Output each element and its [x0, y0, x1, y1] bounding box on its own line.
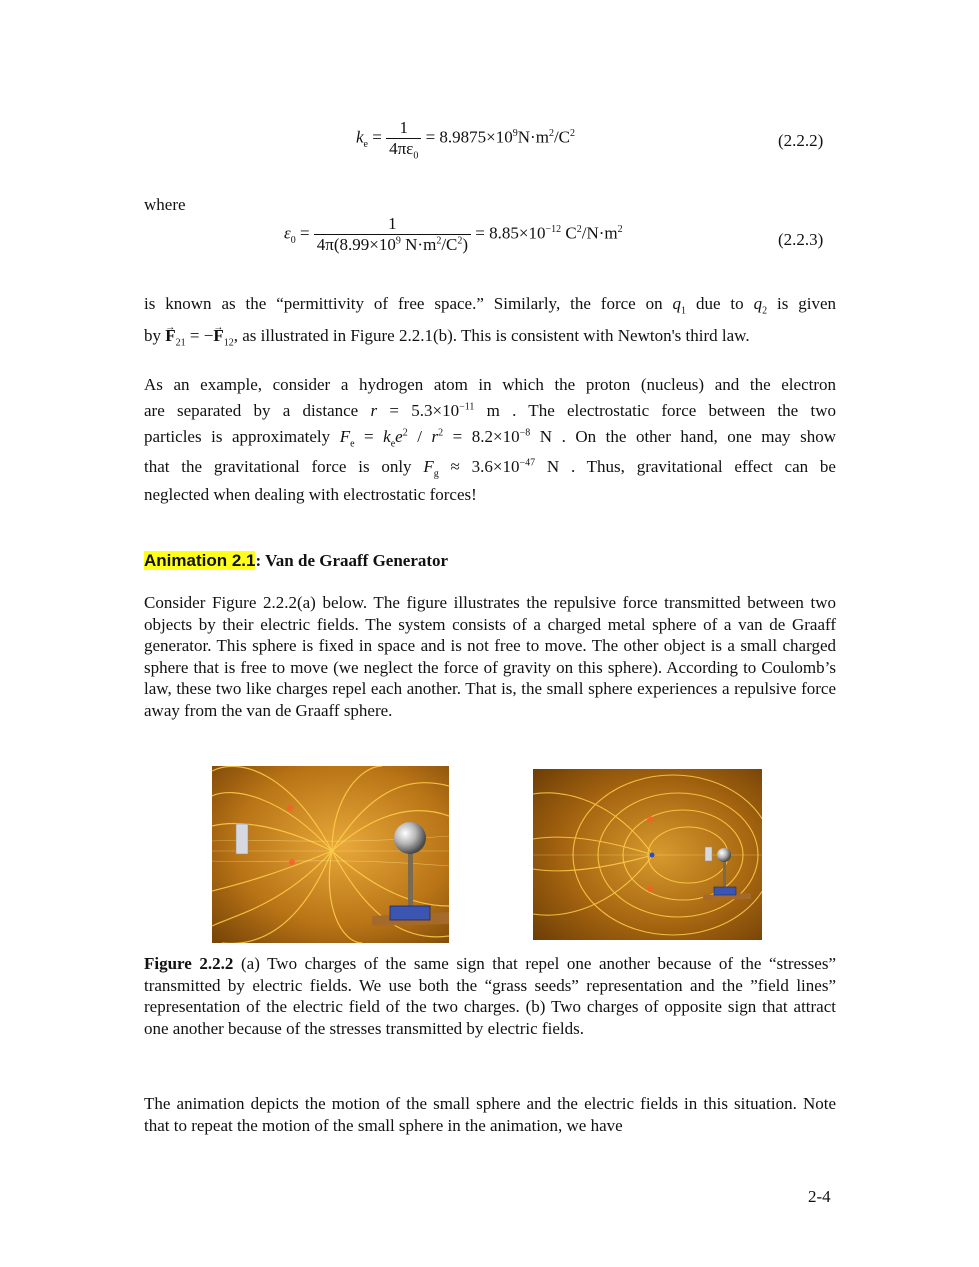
- paragraph-animation-depicts: The animation depicts the motion of the small sphere and the electric fields in this situation. Note that to repeat the motion of the small sphere in the animation, we have: [144, 1094, 836, 1135]
- numerator: 1: [388, 214, 397, 233]
- subscript: 2: [762, 305, 768, 317]
- line: [144, 454, 836, 480]
- symbol-k: k: [383, 427, 391, 446]
- line: [144, 323, 836, 349]
- subscript: e: [350, 438, 355, 450]
- text: =: [354, 427, 384, 446]
- den-text: 4πε: [389, 139, 414, 158]
- text: , as illustrated in Figure 2.2.1(b). This is consistent with Newton's third law.: [233, 326, 750, 345]
- symbol-e: e: [395, 427, 403, 446]
- equation-number: (2.2.2): [778, 131, 824, 150]
- animation-label[interactable]: Animation 2.1: [144, 551, 256, 570]
- equation-2-2-3: $\varepsilon_0$ = $\frac{1}{4\pi(8.99\times 10^9 N\cdot m^2/C^2)}$ = $8.85\times 10^{-12}$ $C^2/N\cdot m^2$: [284, 214, 623, 254]
- where-text: where: [144, 195, 186, 214]
- figure-a-repulsion-image: [212, 766, 449, 943]
- exponent: 2: [548, 127, 554, 139]
- symbol-F: F: [339, 427, 351, 446]
- exponent: 2: [570, 127, 575, 139]
- line: neglected when dealing with electrostatic forces!: [144, 485, 477, 504]
- text: is known as the “permittivity of free space.” Similarly, the force on: [144, 294, 673, 313]
- text: that the gravitational force is only: [144, 457, 424, 476]
- subscript: 1: [681, 305, 687, 317]
- den-part: N·m: [400, 235, 437, 254]
- units: N·m: [517, 127, 549, 147]
- text: = 5.3×10: [377, 401, 460, 420]
- text: = −: [185, 326, 214, 345]
- exponent: 2: [438, 427, 444, 439]
- vector-F: → F: [165, 326, 175, 345]
- subscript: e: [363, 138, 368, 150]
- value: = 8.9875×10: [425, 127, 513, 147]
- caption-text: (a) Two charges of the same sign that repel one another because of the “stresses” transmitted by electric fields. We use both the “grass seeds” representation and the ”field lines” representation of the electric field of the two charges. (b) Two charges of opposite sign that attract one another because of the stresses transmitted by electric fields.: [144, 954, 836, 1038]
- symbol-epsilon: ε: [284, 223, 291, 243]
- text: particles is approximately: [144, 427, 340, 446]
- figure-label: Figure 2.2.2: [144, 954, 234, 973]
- text: is given: [767, 294, 836, 313]
- text: are separated by a distance: [144, 401, 371, 420]
- units: /C: [553, 127, 570, 147]
- paragraph-hydrogen-example: [144, 372, 836, 508]
- exponent: −8: [519, 427, 531, 439]
- symbol-q: q: [753, 294, 763, 313]
- subscript: 0: [413, 150, 419, 162]
- text: N . Thus, gravitational effect can be: [535, 457, 836, 476]
- text: = 8.2×10: [443, 427, 520, 446]
- fraction: [386, 118, 421, 162]
- denominator: [314, 234, 471, 255]
- equation-number: (2.2.3): [778, 230, 824, 249]
- subscript: 0: [290, 234, 296, 246]
- paragraph-permittivity: [144, 291, 836, 349]
- vector-F: → F: [213, 326, 223, 345]
- symbol-k: k: [356, 127, 364, 147]
- subscript: 21: [175, 337, 186, 349]
- fraction: [314, 214, 471, 255]
- exponent: −47: [519, 457, 536, 469]
- exponent: 2: [617, 223, 623, 235]
- text: due to: [686, 294, 754, 313]
- text: m . The electrostatic force between the two: [474, 401, 836, 420]
- subscript: e: [390, 438, 396, 450]
- page-number: 2-4: [808, 1187, 831, 1206]
- text: N . On the other hand, one may show: [530, 427, 836, 446]
- value: = 8.85×10: [475, 223, 546, 243]
- symbol-r: r: [370, 401, 378, 420]
- exponent: 9: [512, 127, 518, 139]
- animation-title: : Van de Graaff Generator: [255, 551, 449, 570]
- text: by: [144, 326, 166, 345]
- den-part: 4π(8.99×10: [316, 235, 396, 254]
- exponent: −11: [459, 401, 475, 413]
- figure-caption: [144, 953, 836, 1039]
- symbol-F: F: [423, 457, 434, 476]
- figure-b-attraction-image: [533, 769, 762, 940]
- numerator: 1: [399, 118, 408, 137]
- exponent: 2: [457, 235, 463, 247]
- line: [144, 398, 836, 424]
- symbol-q: q: [672, 294, 682, 313]
- animation-heading: [144, 551, 448, 571]
- exponent: 9: [395, 235, 401, 247]
- den-part: /C: [441, 235, 458, 254]
- text: /: [407, 427, 432, 446]
- text: ≈ 3.6×10: [438, 457, 520, 476]
- paragraph-van-de-graaff: Consider Figure 2.2.2(a) below. The figure illustrates the repulsive force transmitted between two objects by their electric fields. The system consists of a charged metal sphere of a van de Graaff generator. This sphere is fixed in space and is not free to move. The other object is a small charged sphere that is free to move (we neglect the force of gravity on this sphere). According to Coulomb’s law, these two like charges repel each another. That is, the small sphere experiences a repulsive force away from the van de Graaff sphere.: [144, 593, 836, 720]
- units: C: [561, 223, 577, 243]
- denominator: [386, 138, 421, 162]
- exponent: 2: [576, 223, 582, 235]
- exponent: −12: [545, 223, 562, 235]
- units: /N·m: [581, 223, 618, 243]
- exponent: 2: [436, 235, 442, 247]
- line: [144, 291, 836, 317]
- line: [144, 424, 836, 450]
- subscript: 12: [223, 337, 234, 349]
- subscript: g: [433, 468, 439, 480]
- equation-2-2-2: $k_e$ = $\frac{1}{4\pi\varepsilon_0}$ = $8.9875\times 10^9N\cdot m^2/C^2$: [356, 118, 575, 162]
- den-part: ): [462, 235, 469, 254]
- line: As an example, consider a hydrogen atom in which the proton (nucleus) and the electron: [144, 375, 836, 394]
- exponent: 2: [402, 427, 408, 439]
- symbol-r: r: [431, 427, 439, 446]
